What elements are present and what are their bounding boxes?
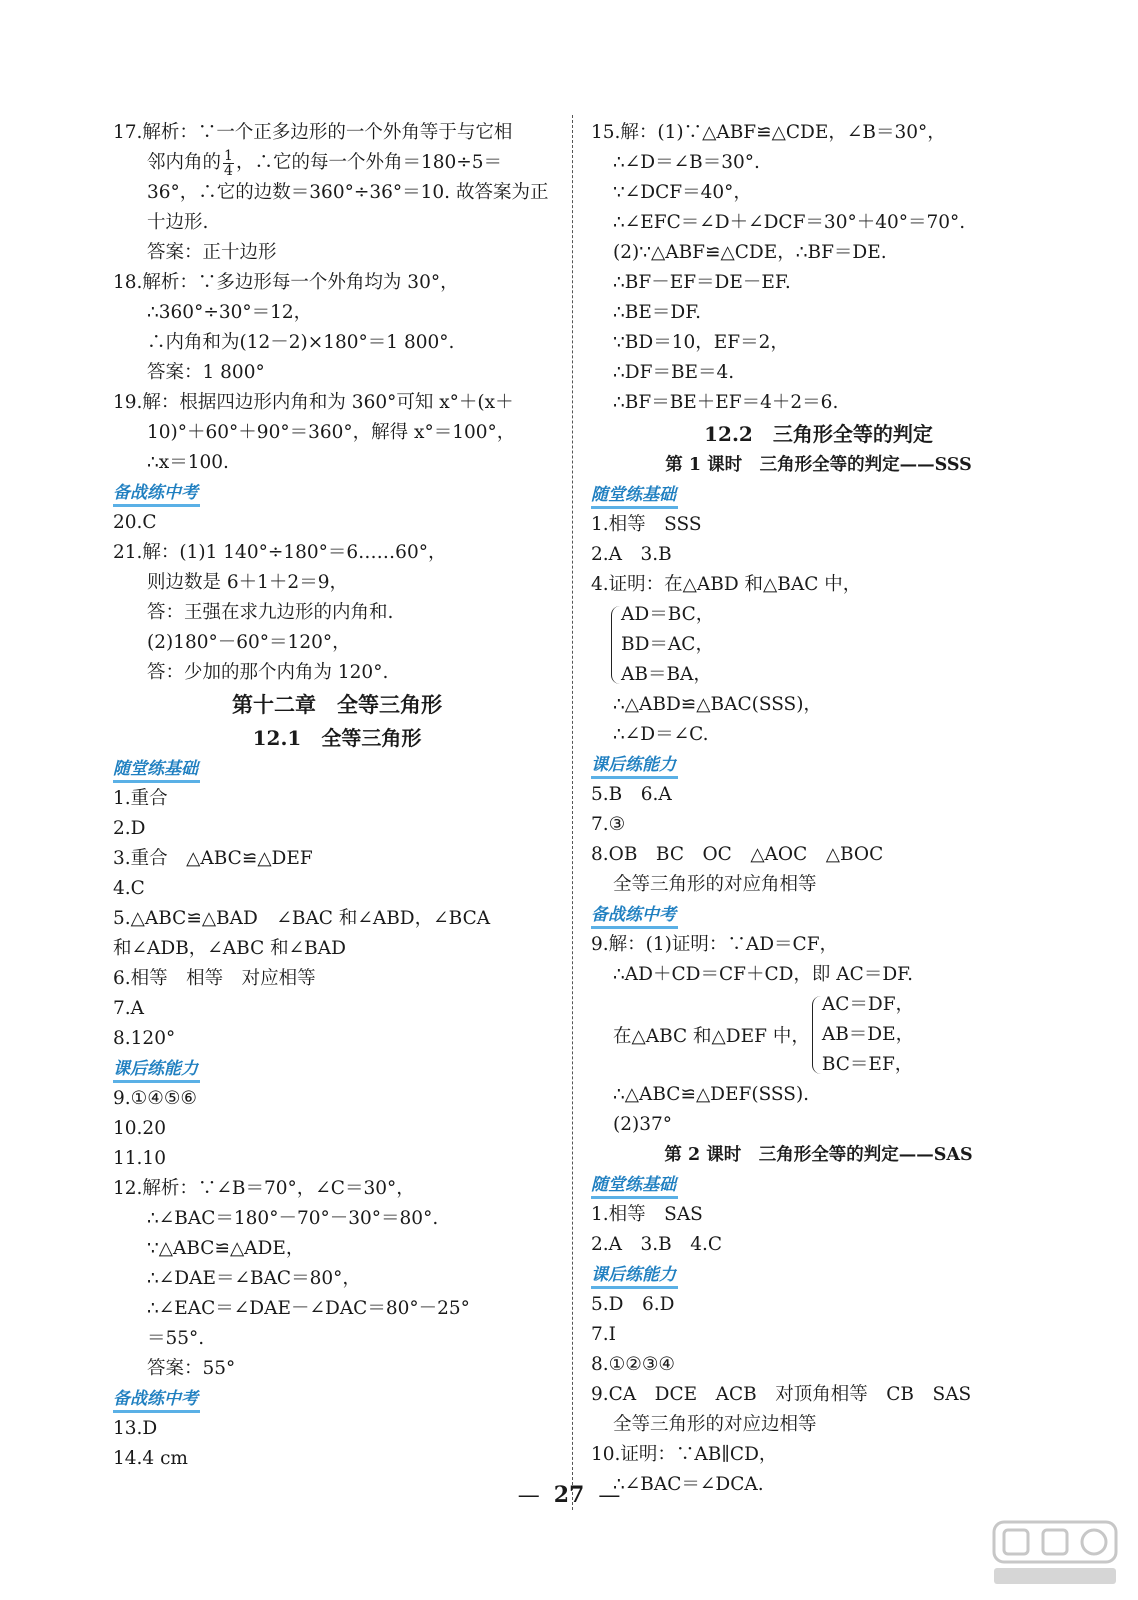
text-line: ∴360°÷30°＝12，: [147, 302, 313, 323]
text-line: ∴△ABC≌△DEF(SSS).: [613, 1084, 810, 1105]
text-line: 5.△ABC≌△BAD ∠BAC 和∠ABD，∠BCA: [113, 908, 491, 929]
text-line: ∴内角和为(12－2)×180°＝1 800°.: [147, 332, 455, 353]
text-line: ∴BF－EF＝DE－EF.: [613, 272, 791, 293]
text-line: 1.重合: [113, 788, 168, 809]
text-line: 8.①②③④: [591, 1354, 675, 1375]
text-line: 8.120°: [113, 1028, 176, 1049]
section-tag-ability: 课后练能力: [591, 1265, 678, 1289]
answer-line: 答案：正十边形: [147, 242, 277, 263]
text-line: 全等三角形的对应角相等: [613, 874, 817, 895]
text-line: 10)°＋60°＋90°＝360°，解得 x°＝100°，: [147, 422, 516, 443]
section-tag-exam: 备战练中考: [591, 905, 678, 929]
text-line: 全等三角形的对应边相等: [613, 1414, 817, 1435]
text-line: 邻内角的 $\frac{1}{4}$ ，∴它的每一个外角＝180÷5＝: [147, 147, 503, 179]
equation-system: AD＝BC， BD＝AC， AB＝BA，: [609, 600, 1046, 690]
text-line: 36°，∴它的边数＝360°÷36°＝10. 故答案为正: [147, 182, 549, 203]
text-line: 7.Ⅰ: [591, 1324, 616, 1345]
section-tag-ability: 课后练能力: [591, 755, 678, 779]
answer-line: 答案：55°: [147, 1358, 236, 1379]
text-line: 7.A: [113, 998, 145, 1019]
left-column: [113, 118, 561, 1474]
text-line: ∵BD＝10，EF＝2，: [613, 332, 789, 353]
text-line: ∴∠D＝∠C.: [613, 724, 709, 745]
text-line: 11.10: [113, 1148, 166, 1169]
text-line: 4.证明：在△ABD 和△BAC 中，: [591, 574, 862, 595]
text-line: 答：少加的那个内角为 120°.: [147, 662, 389, 683]
text-line: 答：王强在求九边形的内角和.: [147, 602, 394, 623]
text-line: ∴BF＝BE＋EF＝4＋2＝6.: [613, 392, 839, 413]
text-line: ∵△ABC≌△ADE，: [147, 1238, 305, 1259]
text-line: ∴BE＝DF.: [613, 302, 702, 323]
text-line: 20.C: [113, 512, 157, 533]
text-line: 14.4 cm: [113, 1448, 188, 1469]
lesson-title: 第 1 课时 三角形全等的判定——SSS: [665, 455, 972, 475]
text-line: ∴DF＝BE＝4.: [613, 362, 735, 383]
text-line: ∴AD＋CD＝CF＋CD，即 AC＝DF.: [613, 964, 913, 985]
text-line: ∴∠EFC＝∠D＋∠DCF＝30°＋40°＝70°.: [613, 212, 966, 233]
text-line: ∴△ABD≌△BAC(SSS)，: [613, 694, 822, 715]
section-title: 12.1 全等三角形: [252, 726, 422, 750]
text-line: 9.CA DCE ACB 对顶角相等 CB SAS: [591, 1384, 972, 1405]
watermark-logo-icon: [990, 1518, 1120, 1588]
text-line: 1.相等 SAS: [591, 1204, 703, 1225]
text-line: ∴∠BAC＝180°－70°－30°＝80°.: [147, 1208, 439, 1229]
section-tag-exam: 备战练中考: [113, 483, 200, 507]
section-tag-basic: 随堂练基础: [113, 759, 200, 783]
text-line: 2.A 3.B: [591, 544, 672, 565]
text-line: (2)180°－60°＝120°，: [147, 632, 351, 653]
text-line: 9.解：(1)证明：∵AD＝CF，: [591, 934, 839, 955]
text-line: 21.解：(1)1 140°÷180°＝6……60°，: [113, 542, 447, 563]
text-line: 15.解：(1)∵△ABF≌△CDE，∠B＝30°，: [591, 122, 946, 143]
lesson-title: 第 2 课时 三角形全等的判定——SAS: [664, 1145, 973, 1165]
text-line: 2.A 3.B 4.C: [591, 1234, 723, 1255]
text-line: 12.解析：∵∠B＝70°，∠C＝30°，: [113, 1178, 415, 1199]
text-line: 7.③: [591, 814, 626, 835]
equation-system: AC＝DF， AB＝DE， BC＝EF，: [810, 990, 914, 1080]
text-line: ∵∠DCF＝40°，: [613, 182, 752, 203]
section-tag-exam: 备战练中考: [113, 1389, 200, 1413]
fraction: $\frac{1}{4}$: [224, 147, 233, 179]
text-line: 13.D: [113, 1418, 158, 1439]
chapter-title: 第十二章 全等三角形: [232, 692, 442, 717]
text-line: ＝55°.: [147, 1328, 205, 1349]
text-line: ∴∠DAE＝∠BAC＝80°，: [147, 1268, 361, 1289]
text-line: 5.B 6.A: [591, 784, 672, 805]
text-line: 5.D 6.D: [591, 1294, 675, 1315]
text-line: 8.OB BC OC △AOC △BOC: [591, 844, 884, 865]
answer-line: 答案：1 800°: [147, 362, 265, 383]
text-line: 9.①④⑤⑥: [113, 1088, 197, 1109]
text-line: 17.解析：∵一个正多边形的一个外角等于与它相: [113, 122, 513, 143]
text-line: 4.C: [113, 878, 145, 899]
text-line: (2)∵△ABF≌△CDE，∴BF＝DE.: [613, 242, 887, 263]
text-line: 10.20: [113, 1118, 166, 1139]
text-line: ∴∠EAC＝∠DAE－∠DAC＝80°－25°: [147, 1298, 470, 1319]
text-line: 1.相等 SSS: [591, 514, 702, 535]
text-line: ∴∠BAC＝∠DCA.: [613, 1474, 764, 1495]
text-line: 19.解：根据四边形内角和为 360°可知 x°＋(x＋: [113, 392, 514, 413]
text-line: 十边形.: [147, 212, 209, 233]
text-line: ∴∠D＝∠B＝30°.: [613, 152, 760, 173]
section-title: 12.2 三角形全等的判定: [704, 422, 933, 446]
text-line: ∴x＝100.: [147, 452, 229, 473]
text-line: 18.解析：∵多边形每一个外角均为 30°，: [113, 272, 459, 293]
text-line: 6.相等 相等 对应相等: [113, 968, 316, 989]
text-line: 10.证明：∵AB∥CD，: [591, 1444, 778, 1465]
text-line: (2)37°: [613, 1114, 672, 1135]
text-line: 则边数是 6＋1＋2＝9，: [147, 572, 348, 593]
section-tag-ability: 课后练能力: [113, 1059, 200, 1083]
text-line: 2.D: [113, 818, 146, 839]
column-divider: [572, 115, 574, 1510]
section-tag-basic: 随堂练基础: [591, 1175, 678, 1199]
section-tag-basic: 随堂练基础: [591, 485, 678, 509]
right-column: [591, 118, 1046, 1500]
text-line: 3.重合 △ABC≌△DEF: [113, 848, 313, 869]
page-number: — 27 —: [517, 1482, 621, 1508]
equation-system-row: 在△ABC 和△DEF 中， AC＝DF， AB＝DE， BC＝EF，: [591, 990, 1046, 1080]
text-line: 和∠ADB，∠ABC 和∠BAD: [113, 938, 346, 959]
